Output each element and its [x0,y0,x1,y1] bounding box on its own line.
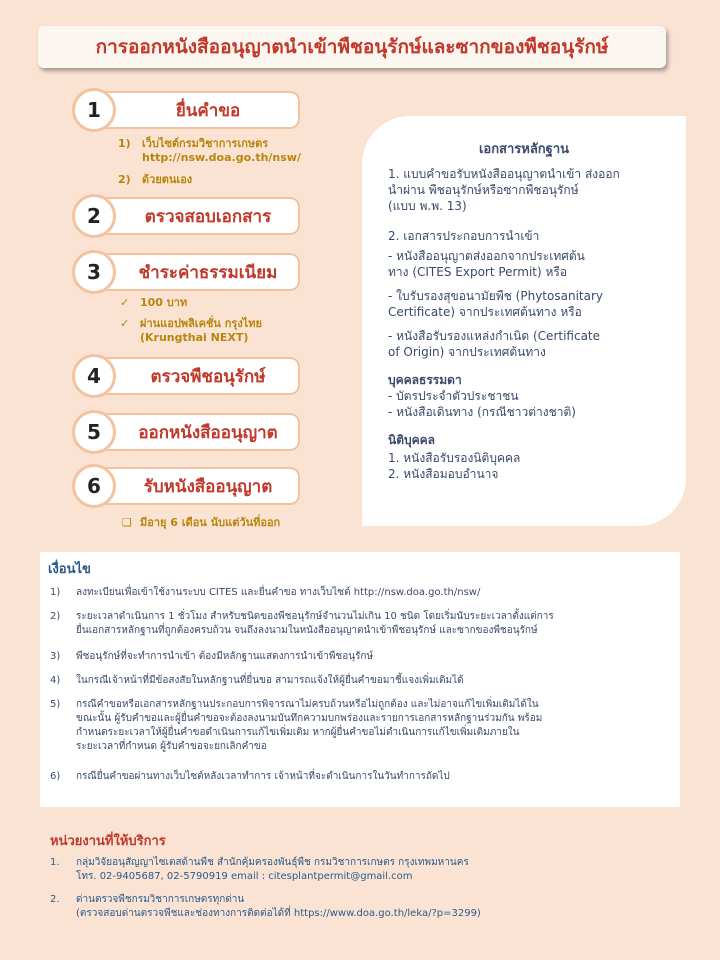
doc-item-2a-line: ทาง (CITES Export Permit) หรือ [388,265,568,279]
doc-item-2c-line: of Origin) จากประเทศต้นทาง [388,345,546,359]
doc-item-2c-line: - หนังสือรับรองแหล่งกำเนิด (Certificate [388,329,601,343]
natural-person-heading: บุคคลธรรมดา [388,373,462,387]
doc-item-1-line: นำผ่าน พืชอนุรักษ์หรือซากพืชอนุรักษ์ [388,183,579,197]
doc-item-2b-line: - ใบรับรองสุขอนามัยพืช (Phytosanitary [388,289,603,303]
juristic-person-heading: นิติบุคคล [388,433,436,447]
juristic-person-item: 1. หนังสือรับรองนิติบุคคล [388,451,521,465]
step-number-circle: 3 [72,250,116,294]
service-heading: หน่วยงานที่ให้บริการ [50,834,166,849]
step-label-bar: รับหนังสืออนุญาต [94,467,300,505]
doc-item-2: 2. เอกสารประกอบการนำเข้า [388,229,540,243]
step-label-bar: ออกหนังสืออนุญาต [94,413,300,451]
conditions-heading: เงื่อนไข [48,562,91,577]
service-item: 1. กลุ่มวิจัยอนุสัญญาไซเตสด้านพืช สำนักคุ้มครองพันธุ์พืช กรมวิชาการเกษตร กรุงเทพมหานคร โทร. 02-9405687, 02-5790919 email : citesplantpermit@gmail.com [50,857,469,882]
doc-item-1-line: 1. แบบคำขอรับหนังสืออนุญาตนำเข้า ส่งออก [388,167,620,181]
doc-item-1-line: (แบบ พ.พ. 13) [388,199,467,213]
conditions-panel: เงื่อนไข 1) ลงทะเบียนเพื่อเข้าใช้งานระบบ CITES และยื่นคำขอ ทางเว็บไซต์ http://nsw.doa.go.th/nsw/ 2) ระยะเวลาดำเนินการ 1 ชั่วโมง สำหรับชนิดของพืชอนุรักษ์จำนวนไม่เกิน 10 ชนิด โดยเริ่มนับระยะเวลาตั้งแต่การ ยื่นเอกสารหลักฐานที่ถูกต้องครบถ้วน จนถึงลงนามในหนังสืออนุญาตนำเข้าพืชอนุรักษ์ และซากของพืชอนุรักษ์ 3) พืชอนุรักษ์ที่จะทำการนำเข้า ต้องมีหลักฐานแสดงการนำเข้าพืชอนุรักษ์ 4) ในกรณีเจ้าหน้าที่มีข้อสงสัยในหลักฐานที่ยื่นขอ สามารถแจ้งให้ผู้ยื่นคำขอมาชี้แจงเพิ่มเติมได้ 5) กรณีคำขอหรือเอกสารหลักฐานประกอบการพิจารณาไม่ครบถ้วนหรือไม่ถูกต้อง และไม่อาจแก้ไขเพิ่มเติมได้ใน ขณะนั้น ผู้รับคำขอและผู้ยื่นคำขอจะต้องลงนามบันทึกความบกพร่องและรายการเอกสารหลักฐานร่วมกัน พร้อม กำหนดระยะเวลาให้ผู้ยื่นคำขอดำเนินการแก้ไขเพิ่มเติม หากผู้ยื่นคำขอไม่ดำเนินการแก้ไขเพิ่มเติมภายใน ระยะเวลาที่กำหนด ผู้รับคำขอจะยกเลิกคำขอ 6) กรณียื่นคำขอผ่านทางเว็บไซต์หลังเวลาทำการ เจ้าหน้าที่จะดำเนินการในวันทำการถัดไป [40,552,680,807]
step1-option-website: 1) เว็บไซต์กรมวิชาการเกษตร http://nsw.doa.go.th/nsw/ [118,137,301,164]
step-label-bar: ชำระค่าธรรมเนียม [94,253,300,291]
step-number-circle: 2 [72,194,116,238]
documents-panel [362,116,686,526]
step-number-circle: 1 [72,88,116,132]
check-icon: ✓ [120,296,130,309]
step3-payment-app: ✓ ผ่านแอปพลิเคชั่น กรุงไทย (Krungthai NEXT) [120,317,262,344]
juristic-person-item: 2. หนังสือมอบอำนาจ [388,467,499,481]
page-title: การออกหนังสืออนุญาตนำเข้าพืชอนุรักษ์และซากของพืชอนุรักษ์ [95,36,609,58]
step1-option-inperson: 2) ด้วยตนเอง [118,173,193,186]
natural-person-item: - บัตรประจำตัวประชาชน [388,389,519,403]
step-label-bar: ตรวจสอบเอกสาร [94,197,300,235]
service-item: 2. ด่านตรวจพืชกรมวิชาการเกษตรทุกด่าน (ตรวจสอบด่านตรวจพืชและช่องทางการติดต่อได้ที่ https://www.doa.go.th/leka/?p=3299) [50,894,481,919]
doc-item-2b-line: Certificate) จากประเทศต้นทาง หรือ [388,305,582,319]
step3-fee: ✓ 100 บาท [120,296,188,309]
step-number-circle: 4 [72,354,116,398]
checkbox-icon: ❑ [122,516,132,529]
title-banner [38,26,666,68]
step6-validity: ❑ มีอายุ 6 เดือน นับแต่วันที่ออก [122,516,281,529]
step-number-circle: 6 [72,464,116,508]
step-label-bar: ตรวจพืชอนุรักษ์ [94,357,300,395]
step-number-circle: 5 [72,410,116,454]
check-icon: ✓ [120,317,130,330]
documents-heading: เอกสารหลักฐาน [478,142,570,157]
step-label-bar: ยื่นคำขอ [94,91,300,129]
doc-item-2a-line: - หนังสืออนุญาตส่งออกจากประเทศต้น [388,249,585,263]
natural-person-item: - หนังสือเดินทาง (กรณีชาวต่างชาติ) [388,405,576,419]
